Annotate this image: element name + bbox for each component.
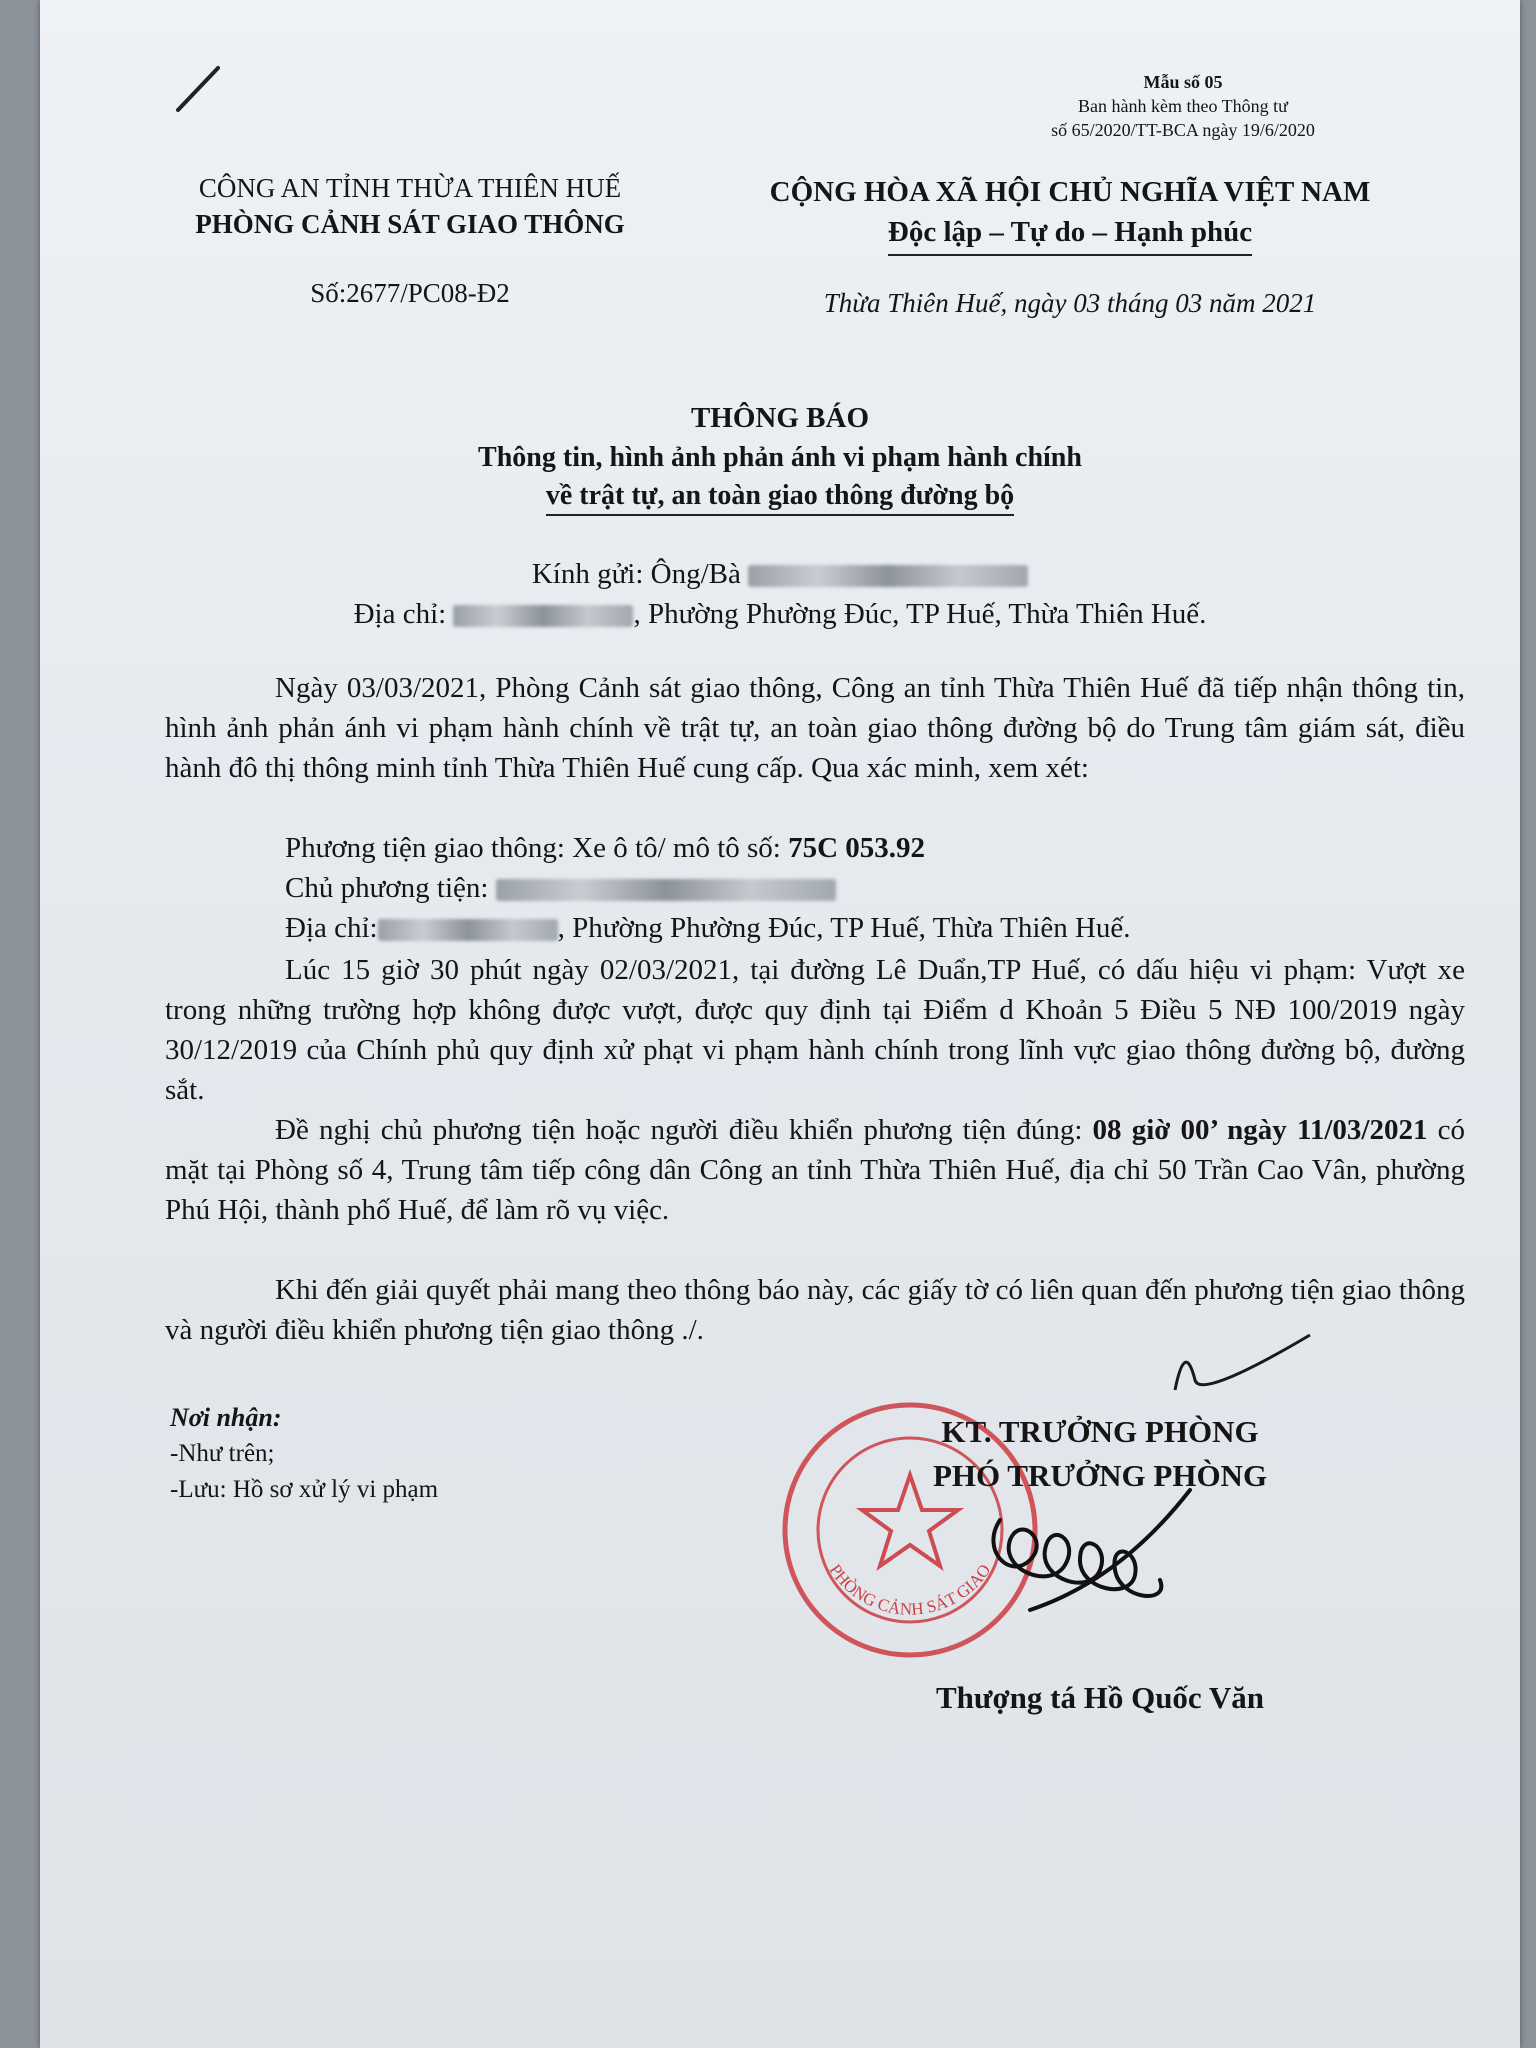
owner-address-line (285, 908, 1465, 948)
vehicle-line (285, 828, 1465, 868)
document-number: Số:2677/PC08-Đ2 (310, 278, 510, 308)
recipient-label: Kính gửi: Ông/Bà (531, 558, 749, 590)
recipients-heading: Nơi nhận: (170, 1403, 282, 1432)
motto: Độc lập – Tự do – Hạnh phúc (888, 212, 1252, 256)
owner-address-label: Địa chỉ: (285, 912, 378, 944)
summons-text-a: Đề nghị chủ phương tiện hoặc người điều khiển phương tiện đúng: (275, 1114, 1093, 1146)
recipient-line (40, 558, 1520, 591)
country-name: CỘNG HÒA XÃ HỘI CHỦ NGHĨA VIỆT NAM (769, 176, 1371, 208)
paragraph-violation: Lúc 15 giờ 30 phút ngày 02/03/2021, tại đường Lê Duẩn,TP Huế, có dấu hiệu vi phạm: Vượt xe trong những trường hợp không được vượt, được quy định tại Điểm d Khoản 5 Điều 5 NĐ 100/2019 ngày 30/12/2019 của Chính phủ quy định xử phạt vi phạm hành chính trong lĩnh vực giao thông đường bộ, đường sắt. (165, 954, 1465, 1106)
seal-text: PHÒNG CẢNH SÁT GIAO (825, 1560, 995, 1619)
vehicle-label: Phương tiện giao thông: Xe ô tô/ mô tô số: (285, 832, 789, 864)
redacted-owner-address (378, 919, 558, 941)
document-subtitle-2 (40, 480, 1520, 516)
license-plate: 75C 053.92 (788, 832, 926, 864)
form-circular: số 65/2020/TT-BCA ngày 19/6/2020 (1051, 120, 1315, 140)
recipients-item-1: -Như trên; (170, 1440, 275, 1467)
form-number-block (1018, 70, 1348, 142)
national-heading (700, 172, 1440, 256)
document-page (40, 0, 1520, 2048)
owner-address-rest: , Phường Phường Đúc, TP Huế, Thừa Thiên Huế. (557, 912, 1131, 944)
agency-parent: CÔNG AN TỈNH THỪA THIÊN HUẾ (198, 173, 622, 203)
owner-line (285, 868, 1465, 908)
recipients-block (170, 1400, 438, 1508)
agency-name: PHÒNG CẢNH SÁT GIAO THÔNG (195, 209, 625, 239)
signer-title-line2: PHÓ TRƯỞNG PHÒNG (932, 1458, 1268, 1493)
issuing-agency (140, 170, 680, 242)
recipients-item-2: -Lưu: Hồ sơ xử lý vi phạm (170, 1476, 439, 1503)
subtitle-2-text: về trật tự, an toàn giao thông đường bộ (546, 480, 1014, 516)
redacted-address (453, 605, 633, 627)
paragraph-summons (165, 1110, 1465, 1230)
summons-time: 08 giờ 00’ ngày 11/03/2021 (1092, 1114, 1428, 1146)
pen-mark-icon (170, 60, 230, 120)
document-subtitle-1: Thông tin, hình ảnh phản ánh vi phạm hành chính (478, 442, 1082, 473)
summons-text-b: có mặt tại Phòng số 4, Trung tâm tiếp công dân Công an tỉnh Thừa Thiên Huế, địa chỉ 50 Trần Cao Vân, phường Phú Hội, thành phố Huế, để làm rõ vụ việc. (165, 1114, 1466, 1226)
paragraph-intro: Ngày 03/03/2021, Phòng Cảnh sát giao thông, Công an tỉnh Thừa Thiên Huế đã tiếp nhận thông tin, hình ảnh phản ánh vi phạm hành chính về trật tự, an toàn giao thông đường bộ do Trung tâm giám sát, điều hành đô thị thông minh tỉnh Thừa Thiên Huế cung cấp. Qua xác minh, xem xét: (165, 672, 1465, 784)
redacted-name (748, 565, 1028, 587)
redacted-owner (496, 879, 836, 901)
signer-name: Thượng tá Hồ Quốc Văn (935, 1680, 1265, 1715)
document-date: Thừa Thiên Huế, ngày 03 tháng 03 năm 2021 (823, 288, 1317, 318)
signer-title-line1: KT. TRƯỞNG PHÒNG (941, 1414, 1259, 1449)
handwritten-signature-icon (970, 1460, 1210, 1660)
document-title: THÔNG BÁO (690, 402, 870, 434)
address-rest: , Phường Phường Đúc, TP Huế, Thừa Thiên Huế. (633, 598, 1207, 630)
paragraph-requirements: Khi đến giải quyết phải mang theo thông báo này, các giấy tờ có liên quan đến phương tiện giao thông và người điều khiển phương tiện giao thông ./. (165, 1274, 1465, 1346)
form-issued-by: Ban hành kèm theo Thông tư (1078, 96, 1288, 116)
owner-label: Chủ phương tiện: (285, 872, 496, 904)
initial-mark-icon (1160, 1320, 1320, 1410)
recipient-address (40, 598, 1520, 631)
vehicle-details (285, 828, 1465, 948)
form-number: Mẫu số 05 (1143, 72, 1223, 92)
address-label: Địa chỉ: (353, 598, 454, 630)
